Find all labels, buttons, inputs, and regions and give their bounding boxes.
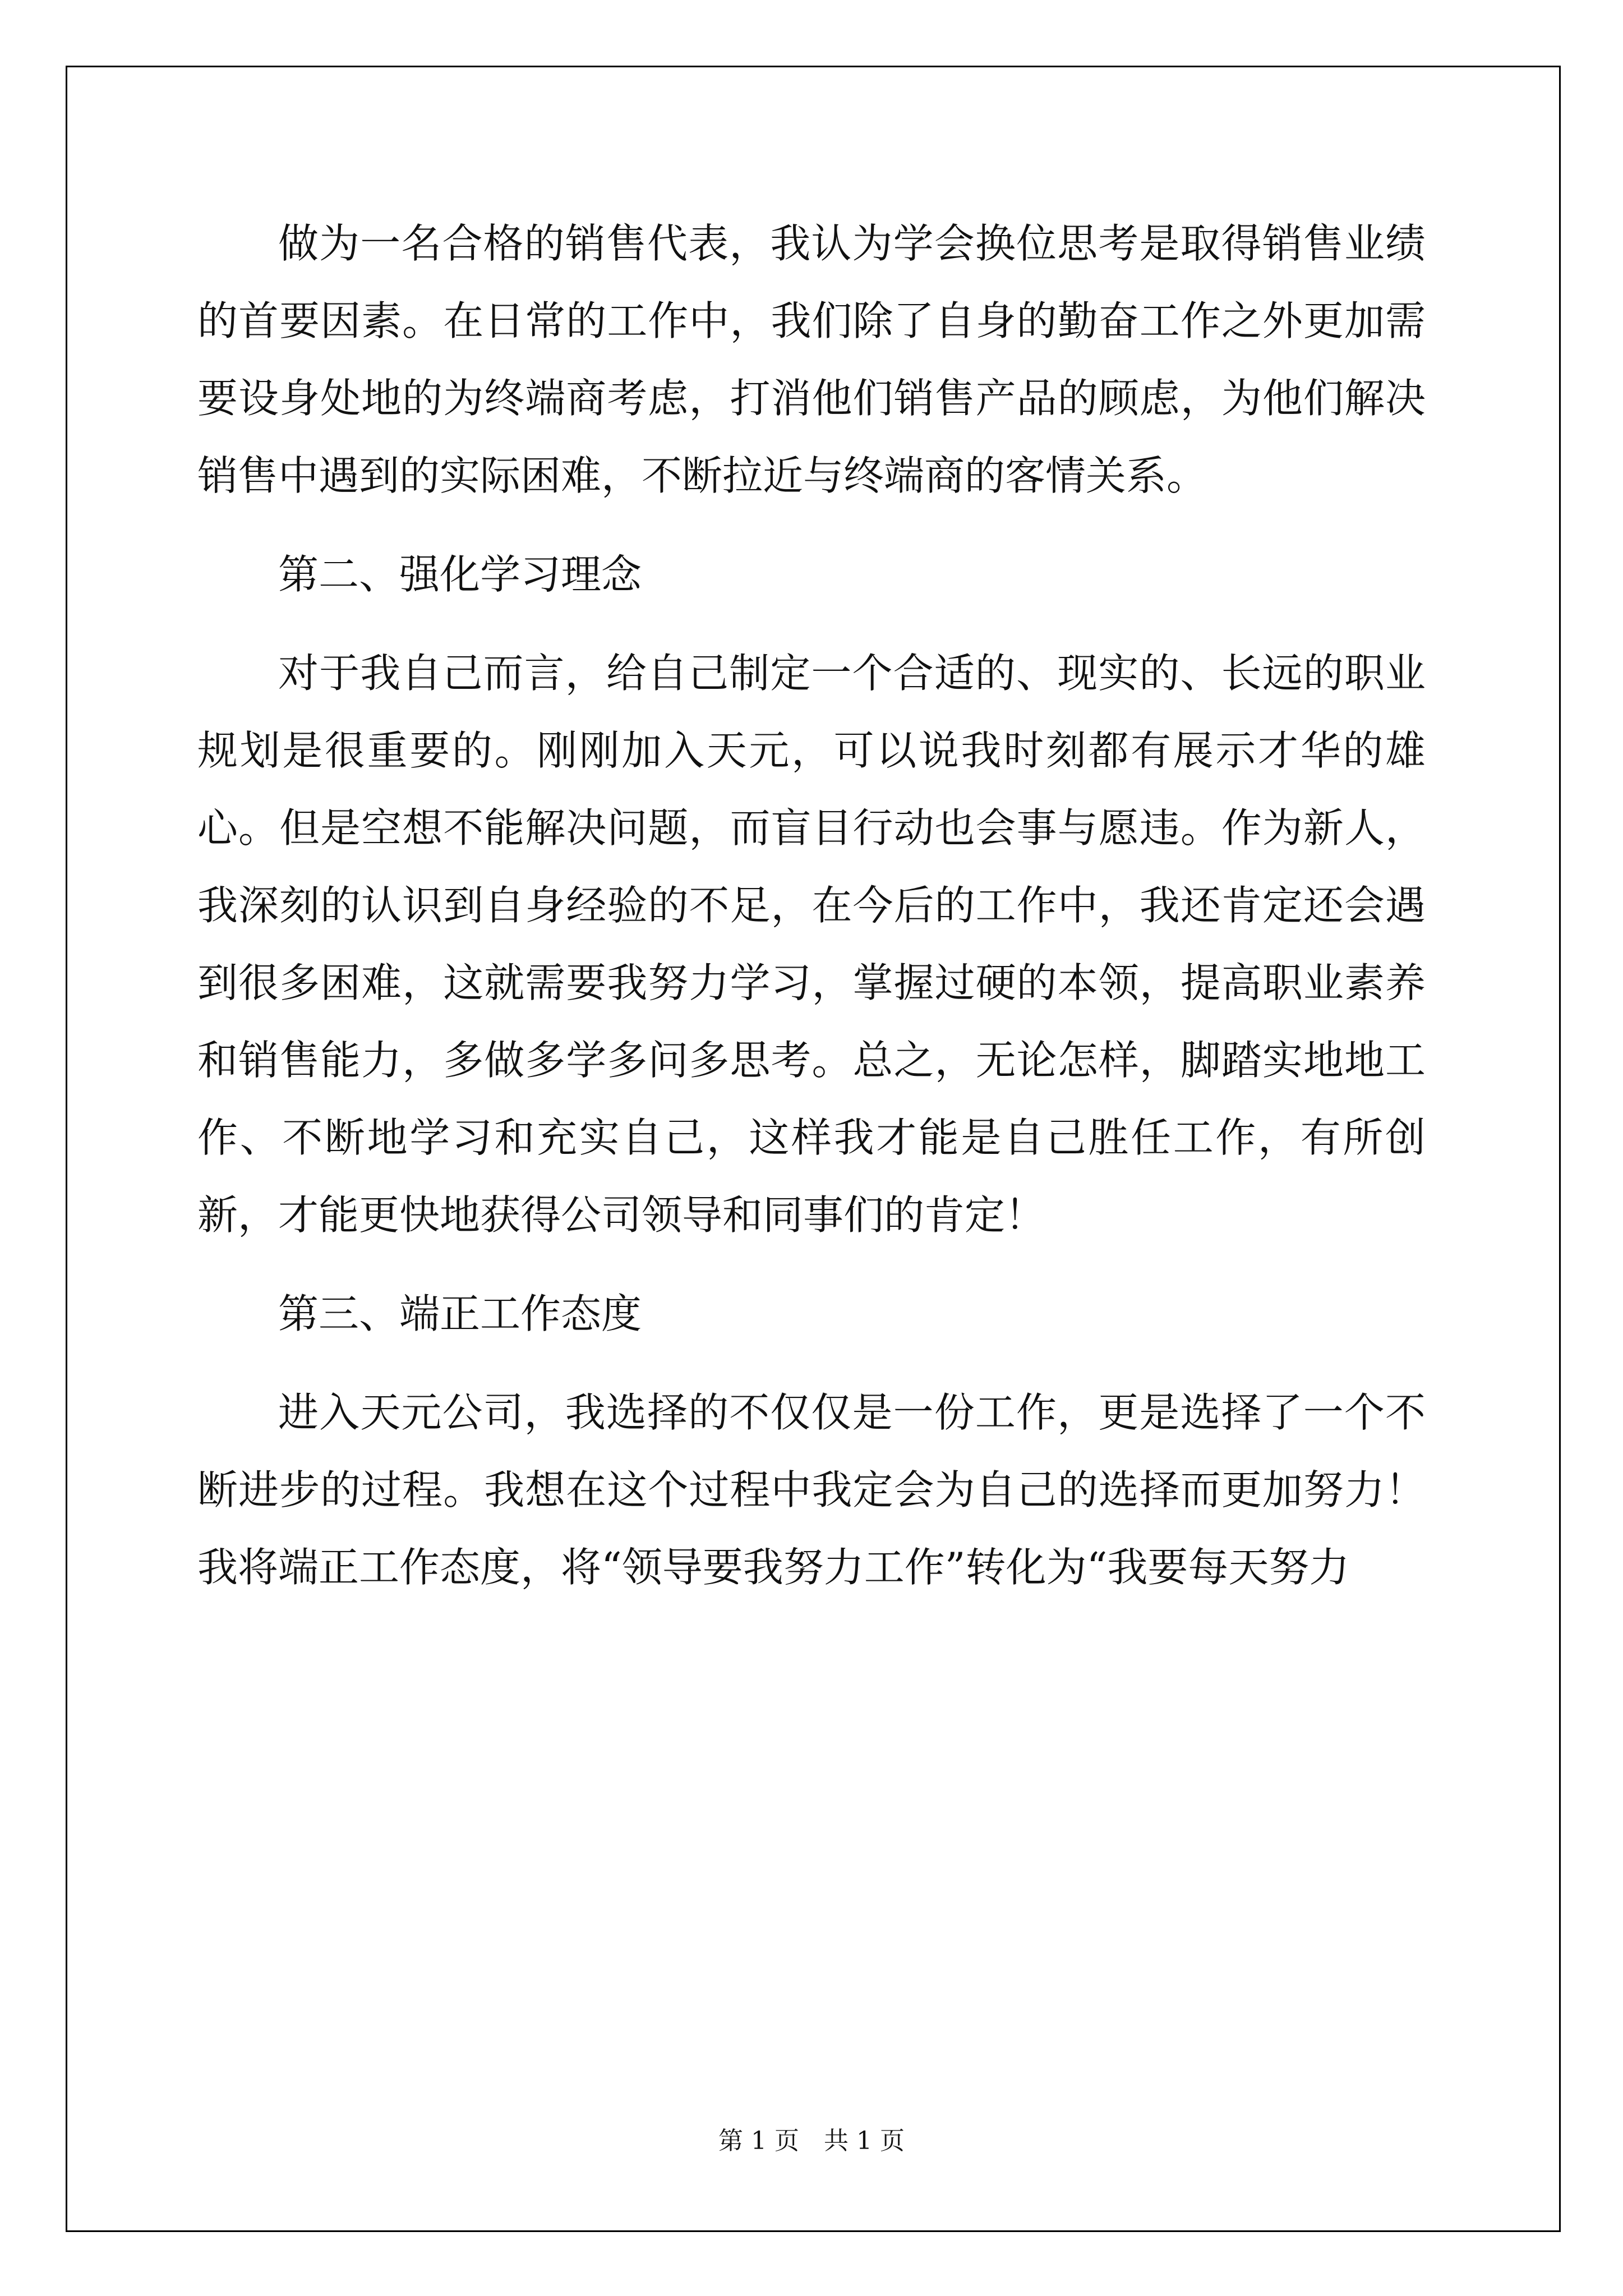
paragraph: 对于我自己而言，给自己制定一个合适的、现实的、长远的职业规划是很重要的。刚刚加入天元，可以说我时刻都有展示才华的雄心。但是空想不能解决问题，而盲目行动也会事与愿违。作为新人，我深刻的认识到自身经验的不足，在今后的工作中，我还肯定还会遇到很多困难，这就需要我努力学习，掌握过硬的本领，提高职业素养和销售能力，多做多学多问多思考。总之，无论怎样，脚踏实地地工作、不断地学习和充实自己，这样我才能是自己胜任工作，有所创新，才能更快地获得公司领导和同事们的肯定！ (197, 650, 1426, 1239)
section-heading: 第二、强化学习理念 (278, 551, 642, 598)
paragraph: 进入天元公司，我选择的不仅仅是一份工作，更是选择了一个不断进步的过程。我想在这个过程中我定会为自己的选择而更加努力！我将端正工作态度，将“领导要我努力工作”转化为“我要每天努力 (197, 1389, 1426, 1591)
section-heading: 第三、端正工作态度 (278, 1290, 642, 1337)
document-body (197, 205, 1426, 1627)
page-number-footer: 第 1 页 共 1 页 (718, 2127, 905, 2155)
paragraph: 做为一名合格的销售代表，我认为学会换位思考是取得销售业绩的首要因素。在日常的工作中，我们除了自身的勤奋工作之外更加需要设身处地的为终端商考虑，打消他们销售产品的顾虑，为他们解决销售中遇到的实际困难，不断拉近与终端商的客情关系。 (197, 220, 1426, 499)
